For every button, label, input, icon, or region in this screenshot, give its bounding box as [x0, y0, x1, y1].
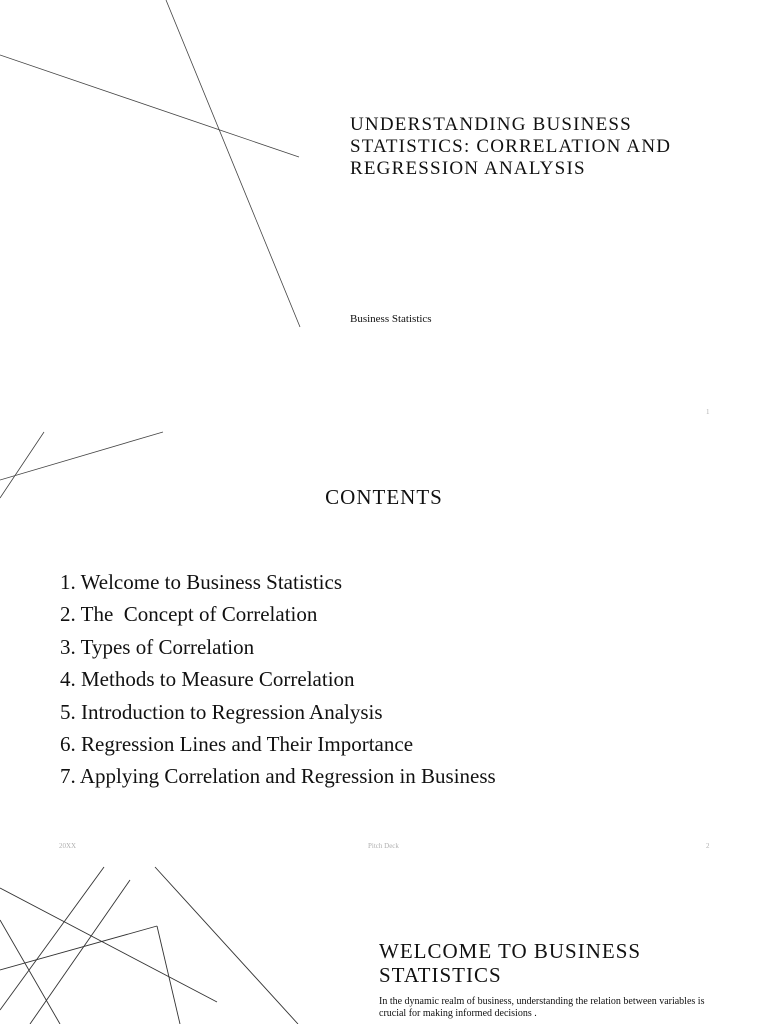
contents-heading: CONTENTS [325, 485, 443, 509]
welcome-slide [0, 860, 768, 1024]
slide-body: In the dynamic realm of business, understanding the relation between variables is crucial for making informed decisions . [379, 996, 705, 1019]
toc-item: 2. The Concept of Correlation [60, 602, 318, 627]
slide-title: WELCOME TO BUSINESS STATISTICS [379, 939, 642, 987]
toc-item: 4. Methods to Measure Correlation [60, 667, 355, 692]
footer-date: 20XX [59, 842, 77, 850]
toc-item: 5. Introduction to Regression Analysis [60, 699, 383, 724]
footer-title: Pitch Deck [368, 842, 399, 850]
page-number: 2 [706, 842, 710, 850]
slide-subtitle: Business Statistics [350, 313, 432, 325]
toc-item: 7. Applying Correlation and Regression in Business [60, 764, 496, 789]
slide-title: UNDERSTANDING BUSINESS STATISTICS: CORRELATION AND REGRESSION ANALYSIS [350, 114, 672, 179]
toc-item: 3. Types of Correlation [60, 634, 255, 659]
page-number: 1 [706, 408, 710, 416]
decorative-lines [0, 0, 320, 340]
contents-slide [0, 430, 768, 860]
decorative-lines [0, 860, 300, 1024]
toc-item: 1. Welcome to Business Statistics [60, 570, 342, 594]
toc-item: 6. Regression Lines and Their Importance [60, 732, 414, 757]
table-of-contents [60, 566, 496, 793]
title-slide [0, 0, 768, 430]
